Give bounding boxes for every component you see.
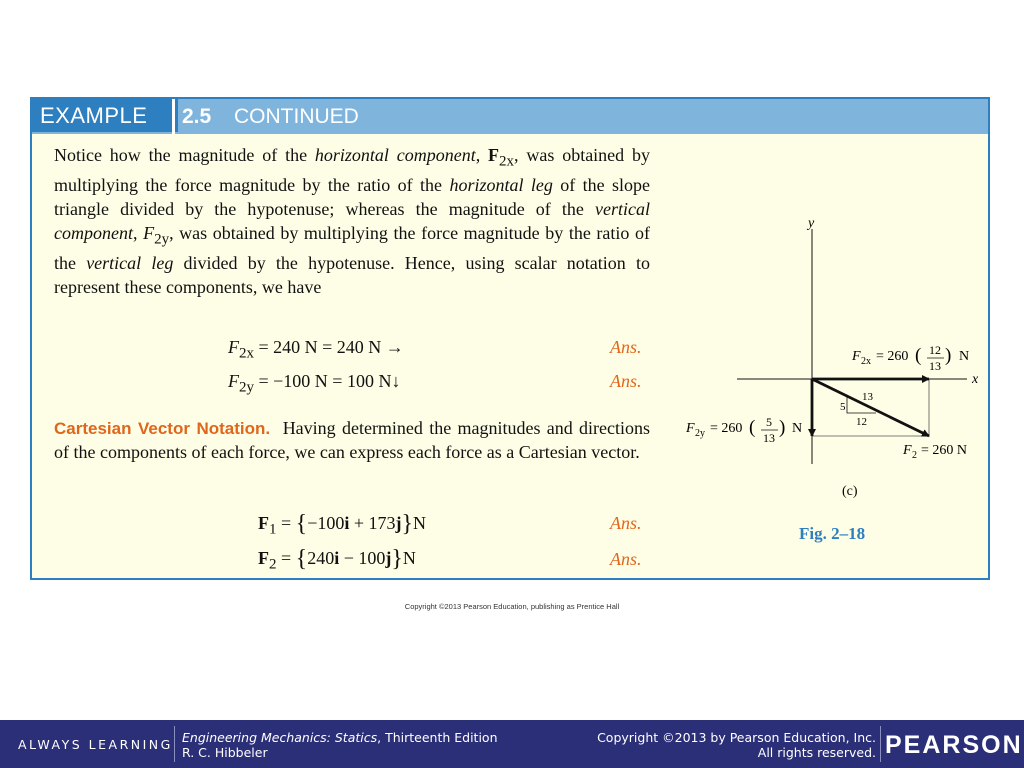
figure-part-label: (c) (842, 484, 858, 499)
svg-text:= 260: = 260 (710, 421, 743, 436)
svg-text:5: 5 (766, 415, 772, 429)
svg-text:2y: 2y (695, 428, 705, 439)
force-diagram (682, 214, 992, 504)
svg-text:2: 2 (912, 450, 917, 461)
equation-f2: $F_2 = \{240i - 100j\}N$ (258, 546, 416, 573)
footer-copyright: Copyright ©2013 by Pearson Education, Inc. All rights reserved. (597, 730, 876, 760)
triangle-horiz: 12 (856, 416, 867, 428)
f2-label (902, 443, 967, 461)
slide-copyright: Copyright ©2013 Pearson Education, publishing as Prentice Hall (404, 602, 620, 611)
svg-text:13: 13 (763, 431, 775, 445)
f2y-label (685, 415, 802, 445)
example-number: 2.5 (182, 105, 212, 128)
header-separator (172, 99, 175, 134)
svg-text:2x: 2x (861, 356, 871, 367)
intro-paragraph: Notice how the magnitude of the horizontal component, $F_{2x}$, was obtained by multiplying the force magnitude by the ratio of the horizontal leg of the slope triangle divided by the hypotenuse; whereas the magnitude of the vertical component, $F_{2y}$, was obtained by multiplying the force magnitude by the ratio of the vertical leg divided by the hypotenuse. Hence, using scalar notation to represent these components, we have (54, 145, 650, 297)
section-heading: Cartesian Vector Notation. (54, 419, 271, 438)
svg-text:): ) (945, 345, 952, 366)
book-edition: , Thirteenth Edition (377, 730, 498, 745)
footer-bar (0, 720, 1024, 768)
example-box (30, 97, 990, 580)
answer-label: Ans. (610, 337, 642, 357)
answer-label: Ans. (610, 549, 642, 569)
f2x-label (851, 343, 969, 373)
footer-divider (174, 726, 175, 762)
svg-text:(: ( (915, 345, 922, 366)
equation-f2x: $F_{2x} = 240$ N = 240 N → (228, 337, 404, 362)
triangle-hyp: 13 (862, 391, 873, 403)
always-learning-tagline: ALWAYS LEARNING (18, 737, 173, 752)
footer-divider (880, 726, 881, 762)
y-axis-label: y (808, 216, 815, 231)
f2-arrow (812, 379, 929, 436)
triangle-vert: 5 (840, 401, 846, 413)
svg-text:F: F (903, 443, 912, 458)
figure-caption: Fig. 2–18 (799, 524, 866, 543)
example-header (32, 99, 988, 134)
pearson-logo: PEARSON (885, 731, 1023, 759)
svg-text:F: F (852, 349, 861, 364)
svg-text:= 260: = 260 (876, 349, 909, 364)
book-author: R. C. Hibbeler (182, 745, 268, 760)
svg-text:N: N (959, 349, 970, 364)
equation-f2y: $F_{2y} = -100$ N = 100 N↓ (228, 371, 401, 396)
continued-label: CONTINUED (234, 105, 359, 128)
cartesian-paragraph: Cartesian Vector Notation. Having determined the magnitudes and directions of the components of each force, we can express each force as a Cartesian vector. (54, 418, 650, 462)
answer-label: Ans. (610, 513, 642, 533)
svg-text:): ) (779, 417, 786, 438)
example-label: EXAMPLE (32, 99, 178, 132)
book-info (182, 730, 498, 760)
svg-text:N: N (792, 421, 803, 436)
equation-f1: $F_1 = \{-100i + 173j\}N$ (258, 511, 427, 538)
svg-text:12: 12 (929, 343, 941, 357)
book-title: Engineering Mechanics: Statics (182, 730, 378, 745)
svg-text:(: ( (749, 417, 756, 438)
answer-label: Ans. (610, 371, 642, 391)
svg-text:F: F (686, 421, 695, 436)
svg-text:= 260 N: = 260 N (921, 443, 968, 458)
svg-text:13: 13 (929, 359, 941, 373)
x-axis-label: x (972, 372, 979, 387)
